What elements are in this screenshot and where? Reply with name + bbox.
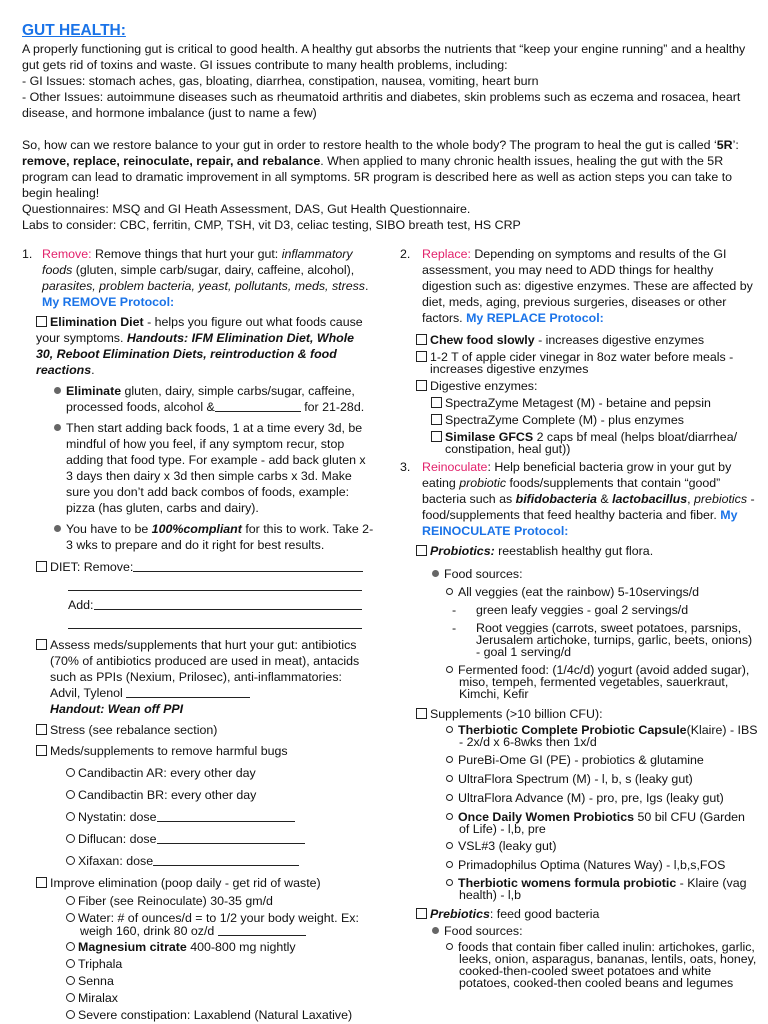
magnesium-item: Magnesium citrate 400-800 mg nightly — [22, 939, 374, 955]
bullet-compliant: You have to be 100%compliant for this to work. Take 2-3 wks to prepare and do it right for best results. — [22, 521, 374, 553]
replace-label: Replace: — [422, 247, 471, 261]
circle-bullet-icon — [446, 666, 453, 673]
checkbox[interactable] — [416, 351, 427, 362]
program-paragraph: So, how can we restore balance to your gut in order to restore health to the whole body? The program to heal the gut is called ‘5R’: remove, replace, reinoculate, repair, and rebalance. When applied to many chronic health issues, healing the gut with the 5R program can lead to dramatic improvement in all symptoms. 5R program is described here as well as action steps you can take to begin healing! — [22, 138, 739, 200]
checkbox[interactable] — [416, 708, 427, 719]
bullet-icon — [432, 927, 439, 934]
miralax-item: Miralax — [22, 990, 374, 1006]
assess-meds-item: Assess meds/supplements that hurt your gut: antibiotics (70% of antibiotics produced are used in meat), antacids such as PPIs (Nexium, Prilosec), anti-inflammatories: Advil, Tylenol — [22, 637, 374, 701]
med-item: Xifaxan: dose — [22, 853, 374, 869]
radio-circle[interactable] — [66, 942, 75, 951]
triphala-item: Triphala — [22, 956, 374, 972]
purebi-item: PureBi-Ome GI (PE) - probiotics & glutamine — [400, 752, 758, 768]
radio-circle[interactable] — [66, 1010, 75, 1019]
med-item: Candibactin AR: every other day — [22, 765, 374, 781]
dash-icon: - — [452, 621, 457, 635]
fermented-item: Fermented food: (1/4c/d) yogurt (avoid added sugar), miso, tempeh, fermented vegetables, sauerkraut, Kimchi, Kefir — [400, 664, 758, 700]
page-title: GUT HEALTH: — [22, 22, 126, 39]
circle-bullet-icon — [446, 775, 453, 782]
radio-circle[interactable] — [66, 976, 75, 985]
fiber-item: Fiber (see Reinoculate) 30-35 gm/d — [22, 893, 374, 909]
checkbox[interactable] — [36, 745, 47, 756]
bullet-icon — [54, 424, 61, 431]
radio-circle[interactable] — [66, 812, 75, 821]
bullet-eliminate: Eliminate gluten, dairy, simple carbs/sugar, caffeine, processed foods, alcohol & for 21-28d. — [22, 383, 374, 415]
checkbox[interactable] — [431, 431, 442, 442]
spectrazyme-metagest: SpectraZyme Metagest (M) - betaine and pepsin — [400, 395, 758, 411]
other-issues: - Other Issues: autoimmune diseases such as rheumatoid arthritis and diabetes, skin problems such as eczema and rosacea, heart disease, and hormone imbalance (just to name a few) — [22, 90, 741, 120]
root-veggies-item: - Root veggies (carrots, sweet potatoes, parsnips, Jerusalem artichoke, turnips, garlic, beets, onions) - goal 1 serving/d — [452, 621, 753, 659]
checkbox[interactable] — [416, 334, 427, 345]
labs: Labs to consider: CBC, ferritin, CMP, TSH, vit D3, celiac testing, SIBO breath test, HS CRP — [22, 218, 521, 232]
circle-bullet-icon — [446, 943, 453, 950]
replace-header: 2. Replace: Depending on symptoms and results of the GI assessment, you may need to ADD things for healthy digestion such as: digestive enzymes. These are affected by diet, meds, aging, previous surgeries, diseases or other factors. My REPLACE Protocol: — [400, 247, 753, 325]
replace-column — [400, 246, 758, 989]
radio-circle[interactable] — [66, 834, 75, 843]
digestive-enzymes-item: Digestive enzymes: — [400, 378, 758, 394]
checkbox[interactable] — [416, 545, 427, 556]
intro-paragraph: A properly functioning gut is critical to good health. A healthy gut absorbs the nutrients that “keep your engine running” and a healthy gut gets rid of toxins and waste. GI issues contribute to many health problems, including: — [22, 42, 746, 72]
remove-label: Remove: — [42, 247, 92, 261]
checkbox[interactable] — [416, 908, 427, 919]
circle-bullet-icon — [446, 879, 453, 886]
apple-cider-item: 1-2 T of apple cider vinegar in 8oz water before meals - increases digestive enzymes — [400, 351, 758, 375]
similase-item: Similase GFCS 2 caps bf meal (helps bloat/diarrhea/ constipation, heal gut)) — [400, 431, 758, 455]
checkbox[interactable] — [431, 397, 442, 408]
checkbox[interactable] — [36, 316, 47, 327]
radio-circle[interactable] — [66, 768, 75, 777]
remove-protocol-link[interactable]: My REMOVE Protocol: — [42, 295, 175, 309]
ultraflora-advance: UltraFlora Advance (M) - pro, pre, Igs (leaky gut) — [400, 790, 758, 806]
meds-remove-bugs: Meds/supplements to remove harmful bugs — [22, 743, 374, 759]
probiotics-item: Probiotics: reestablish healthy gut flora. — [400, 543, 758, 559]
ultraflora-spectrum: UltraFlora Spectrum (M) - l, b, s (leaky gut) — [400, 771, 758, 787]
checkbox[interactable] — [36, 877, 47, 888]
bullet-add-back: Then start adding back foods, 1 at a time every 3d, be mindful of how you feel, if any symptom recur, stop adding that food type. For example - add back gluten x 3 days then dairy x 3d then simple carbs x 3d. Make sure you don’t add back combos of foods, example: pizza (has gluten, carbs and dairy). — [22, 420, 374, 516]
water-item: Water: # of ounces/d = to 1/2 your body weight. Ex: weigh 160, drink 80 oz/d — [22, 912, 374, 937]
checkbox[interactable] — [416, 380, 427, 391]
improve-elimination: Improve elimination (poop daily - get rid of waste) — [22, 875, 374, 891]
checkbox[interactable] — [431, 414, 442, 425]
remove-column — [22, 246, 374, 1023]
radio-circle[interactable] — [66, 959, 75, 968]
checkbox[interactable] — [36, 639, 47, 650]
therbiotic-womens: Therbiotic womens formula probiotic - Klaire (vag health) - l,b — [400, 877, 758, 901]
chew-food-item: Chew food slowly - increases digestive enzymes — [400, 332, 758, 348]
remove-header: 1. Remove: Remove things that hurt your gut: inflammatory foods (gluten, simple carb/sugar, dairy, caffeine, alcohol), parasites, problem bacteria, yeast, pollutants, meds, stress. My REMOVE Protocol: — [22, 247, 369, 309]
radio-circle[interactable] — [66, 856, 75, 865]
bullet-icon — [54, 525, 61, 532]
med-item: Nystatin: dose — [22, 809, 374, 825]
leafy-item: - green leafy veggies - goal 2 servings/d — [452, 603, 689, 617]
checkbox[interactable] — [36, 561, 47, 572]
checkbox[interactable] — [36, 724, 47, 735]
senna-item: Senna — [22, 973, 374, 989]
circle-bullet-icon — [446, 813, 453, 820]
med-item: Candibactin BR: every other day — [22, 787, 374, 803]
diet-add-line: Add: — [22, 597, 374, 613]
therbiotic-complete: Therbiotic Complete Probiotic Capsule(Klaire) - IBS - 2x/d x 6-8wks then 1x/d — [400, 724, 758, 748]
ppi-handout: Handout: Wean off PPI — [50, 702, 184, 716]
bullet-icon — [432, 570, 439, 577]
circle-bullet-icon — [446, 794, 453, 801]
radio-circle[interactable] — [66, 790, 75, 799]
primadophilus-item: Primadophilus Optima (Natures Way) - l,b,s,FOS — [400, 857, 758, 873]
supplements-item: Supplements (>10 billion CFU): — [400, 706, 758, 722]
elimination-diet-item: Elimination Diet - helps you figure out what foods cause your symptoms. Handouts: IFM Elimination Diet, Whole 30, Reboot Elimination Diets, reintroduction & food reactions. — [36, 315, 363, 377]
severe-constipation-item: Severe constipation: Laxablend (Natural Laxative) — [22, 1007, 374, 1023]
circle-bullet-icon — [446, 588, 453, 595]
reinoculate-label: Reinoculate — [422, 460, 488, 474]
food-sources-label-2: Food sources: — [400, 923, 758, 939]
bullet-icon — [54, 387, 61, 394]
radio-circle[interactable] — [66, 993, 75, 1002]
circle-bullet-icon — [446, 756, 453, 763]
food-sources-label: Food sources: — [400, 566, 758, 582]
radio-circle[interactable] — [66, 913, 75, 922]
circle-bullet-icon — [446, 842, 453, 849]
questionnaires: Questionnaires: MSQ and GI Heath Assessment, DAS, Gut Health Questionnaire. — [22, 202, 471, 216]
replace-protocol-link[interactable]: My REPLACE Protocol: — [466, 311, 604, 325]
spectrazyme-complete: SpectraZyme Complete (M) - plus enzymes — [400, 412, 758, 428]
dash-icon: - — [452, 603, 457, 617]
intro-section — [22, 41, 757, 233]
reinoculate-header: 3. Reinoculate: Help beneficial bacteria grow in your gut by eating probiotic foods/supplements that contain “good” bacteria such as bifidobacteria & lactobacillus, prebiotics - food/supplements that feed healthy bacteria and fiber. My REINOCULATE Protocol: — [400, 460, 755, 538]
prebiotics-item: Prebiotics: feed good bacteria — [400, 906, 758, 922]
once-daily-item: Once Daily Women Probiotics 50 bil CFU (Garden of Life) - l,b, pre — [400, 811, 758, 835]
med-item: Diflucan: dose — [22, 831, 374, 847]
inulin-item: foods that contain fiber called inulin: artichokes, garlic, leeks, onion, asparagus, bananas, lentils, oats, honey, cooked-then-cooled sweet potatoes and white potatoes, cooked-then cooled beans and legumes — [400, 941, 758, 989]
radio-circle[interactable] — [66, 896, 75, 905]
veggies-item: All veggies (eat the rainbow) 5-10servings/d — [400, 584, 758, 600]
diet-remove-line: DIET: Remove: — [22, 559, 374, 575]
vsl-item: VSL#3 (leaky gut) — [400, 838, 758, 854]
circle-bullet-icon — [446, 726, 453, 733]
circle-bullet-icon — [446, 861, 453, 868]
gi-issues: - GI Issues: stomach aches, gas, bloating, diarrhea, constipation, nausea, vomiting, heart burn — [22, 74, 539, 88]
reinoculate-protocol-link[interactable]: My REINOCULATE Protocol: — [422, 508, 738, 538]
stress-item: Stress (see rebalance section) — [22, 722, 374, 738]
